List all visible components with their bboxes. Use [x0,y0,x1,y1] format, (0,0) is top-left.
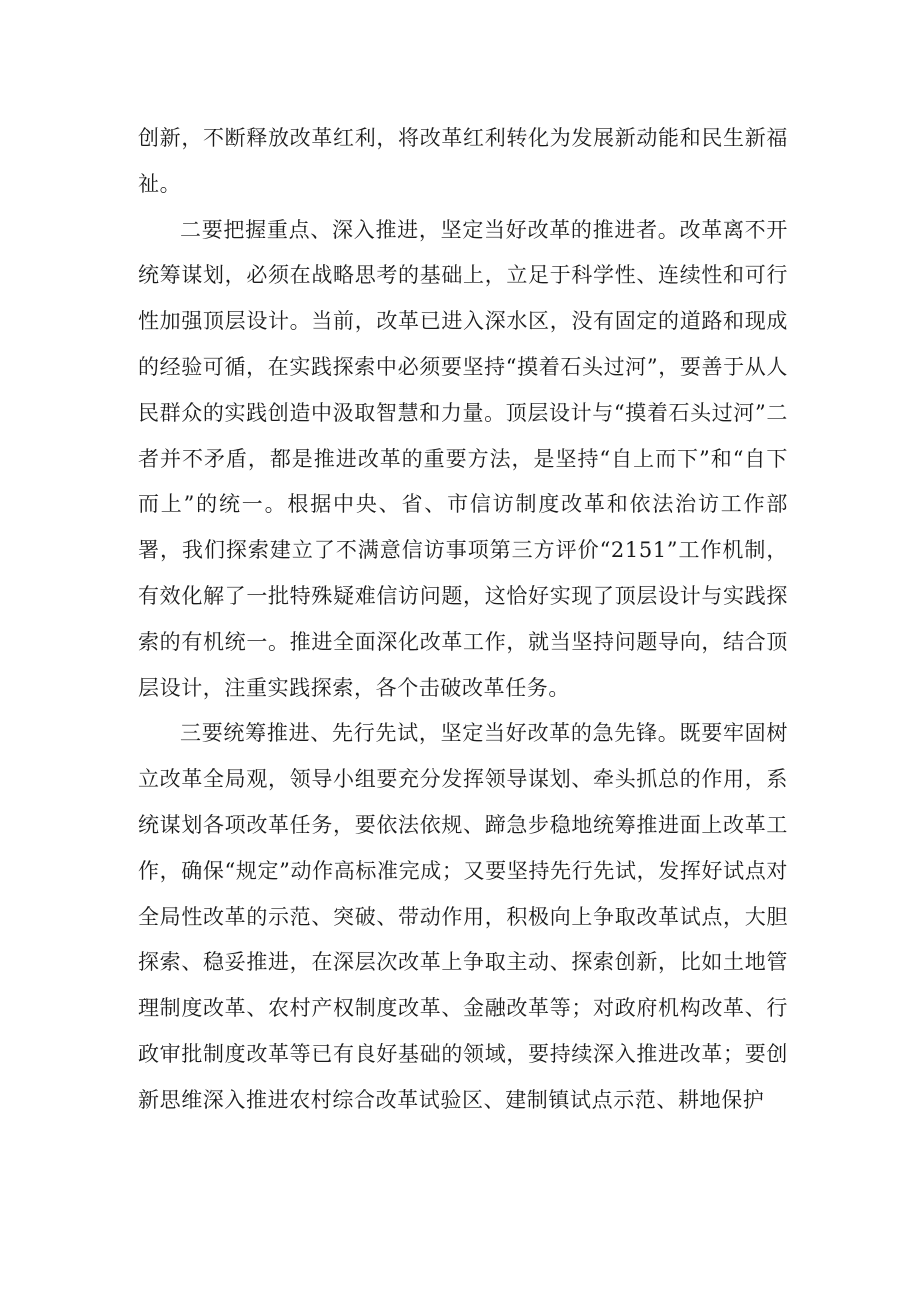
paragraph-continuation: 创新，不断释放改革红利，将改革红利转化为发展新动能和民生新福祉。 [138,126,788,196]
paragraph-point-three: 三要统筹推进、先行先试，坚定当好改革的急先锋。既要牢固树立改革全局观，领导小组要充分发挥领导谋划、牵头抓总的作用，系统谋划各项改革任务，要依法依规、蹄急步稳地统筹推进面上改革工作，确保“规定”动作高标准完成；又要坚持先行先试，发挥好试点对全局性改革的示范、突破、带动作用，积极向上争取改革试点，大胆探索、稳妥推进，在深层次改革上争取主动、探索创新，比如土地管理制度改革、农村产权制度改革、金融改革等；对政府机构改革、行政审批制度改革等已有良好基础的领域，要持续深入推进改革；要创新思维深入推进农村综合改革试验区、建制镇试点示范、耕地保护 [138,721,788,1112]
document-body [138,116,788,1124]
paragraph-point-two: 二要把握重点、深入推进，坚定当好改革的推进者。改革离不开统筹谋划，必须在战略思考的基础上，立足于科学性、连续性和可行性加强顶层设计。当前，改革已进入深水区，没有固定的道路和现成的经验可循，在实践探索中必须要坚持“摸着石头过河”，要善于从人民群众的实践创造中汲取智慧和力量。顶层设计与“摸着石头过河”二者并不矛盾，都是推进改革的重要方法，是坚持“自上而下”和“自下而上”的统一。根据中央、省、市信访制度改革和依法治访工作部署，我们探索建立了不满意信访事项第三方评价“2151”工作机制，有效化解了一批特殊疑难信访问题，这恰好实现了顶层设计与实践探索的有机统一。推进全面深化改革工作，就当坚持问题导向，结合顶层设计，注重实践探索，各个击破改革任务。 [138,217,788,700]
